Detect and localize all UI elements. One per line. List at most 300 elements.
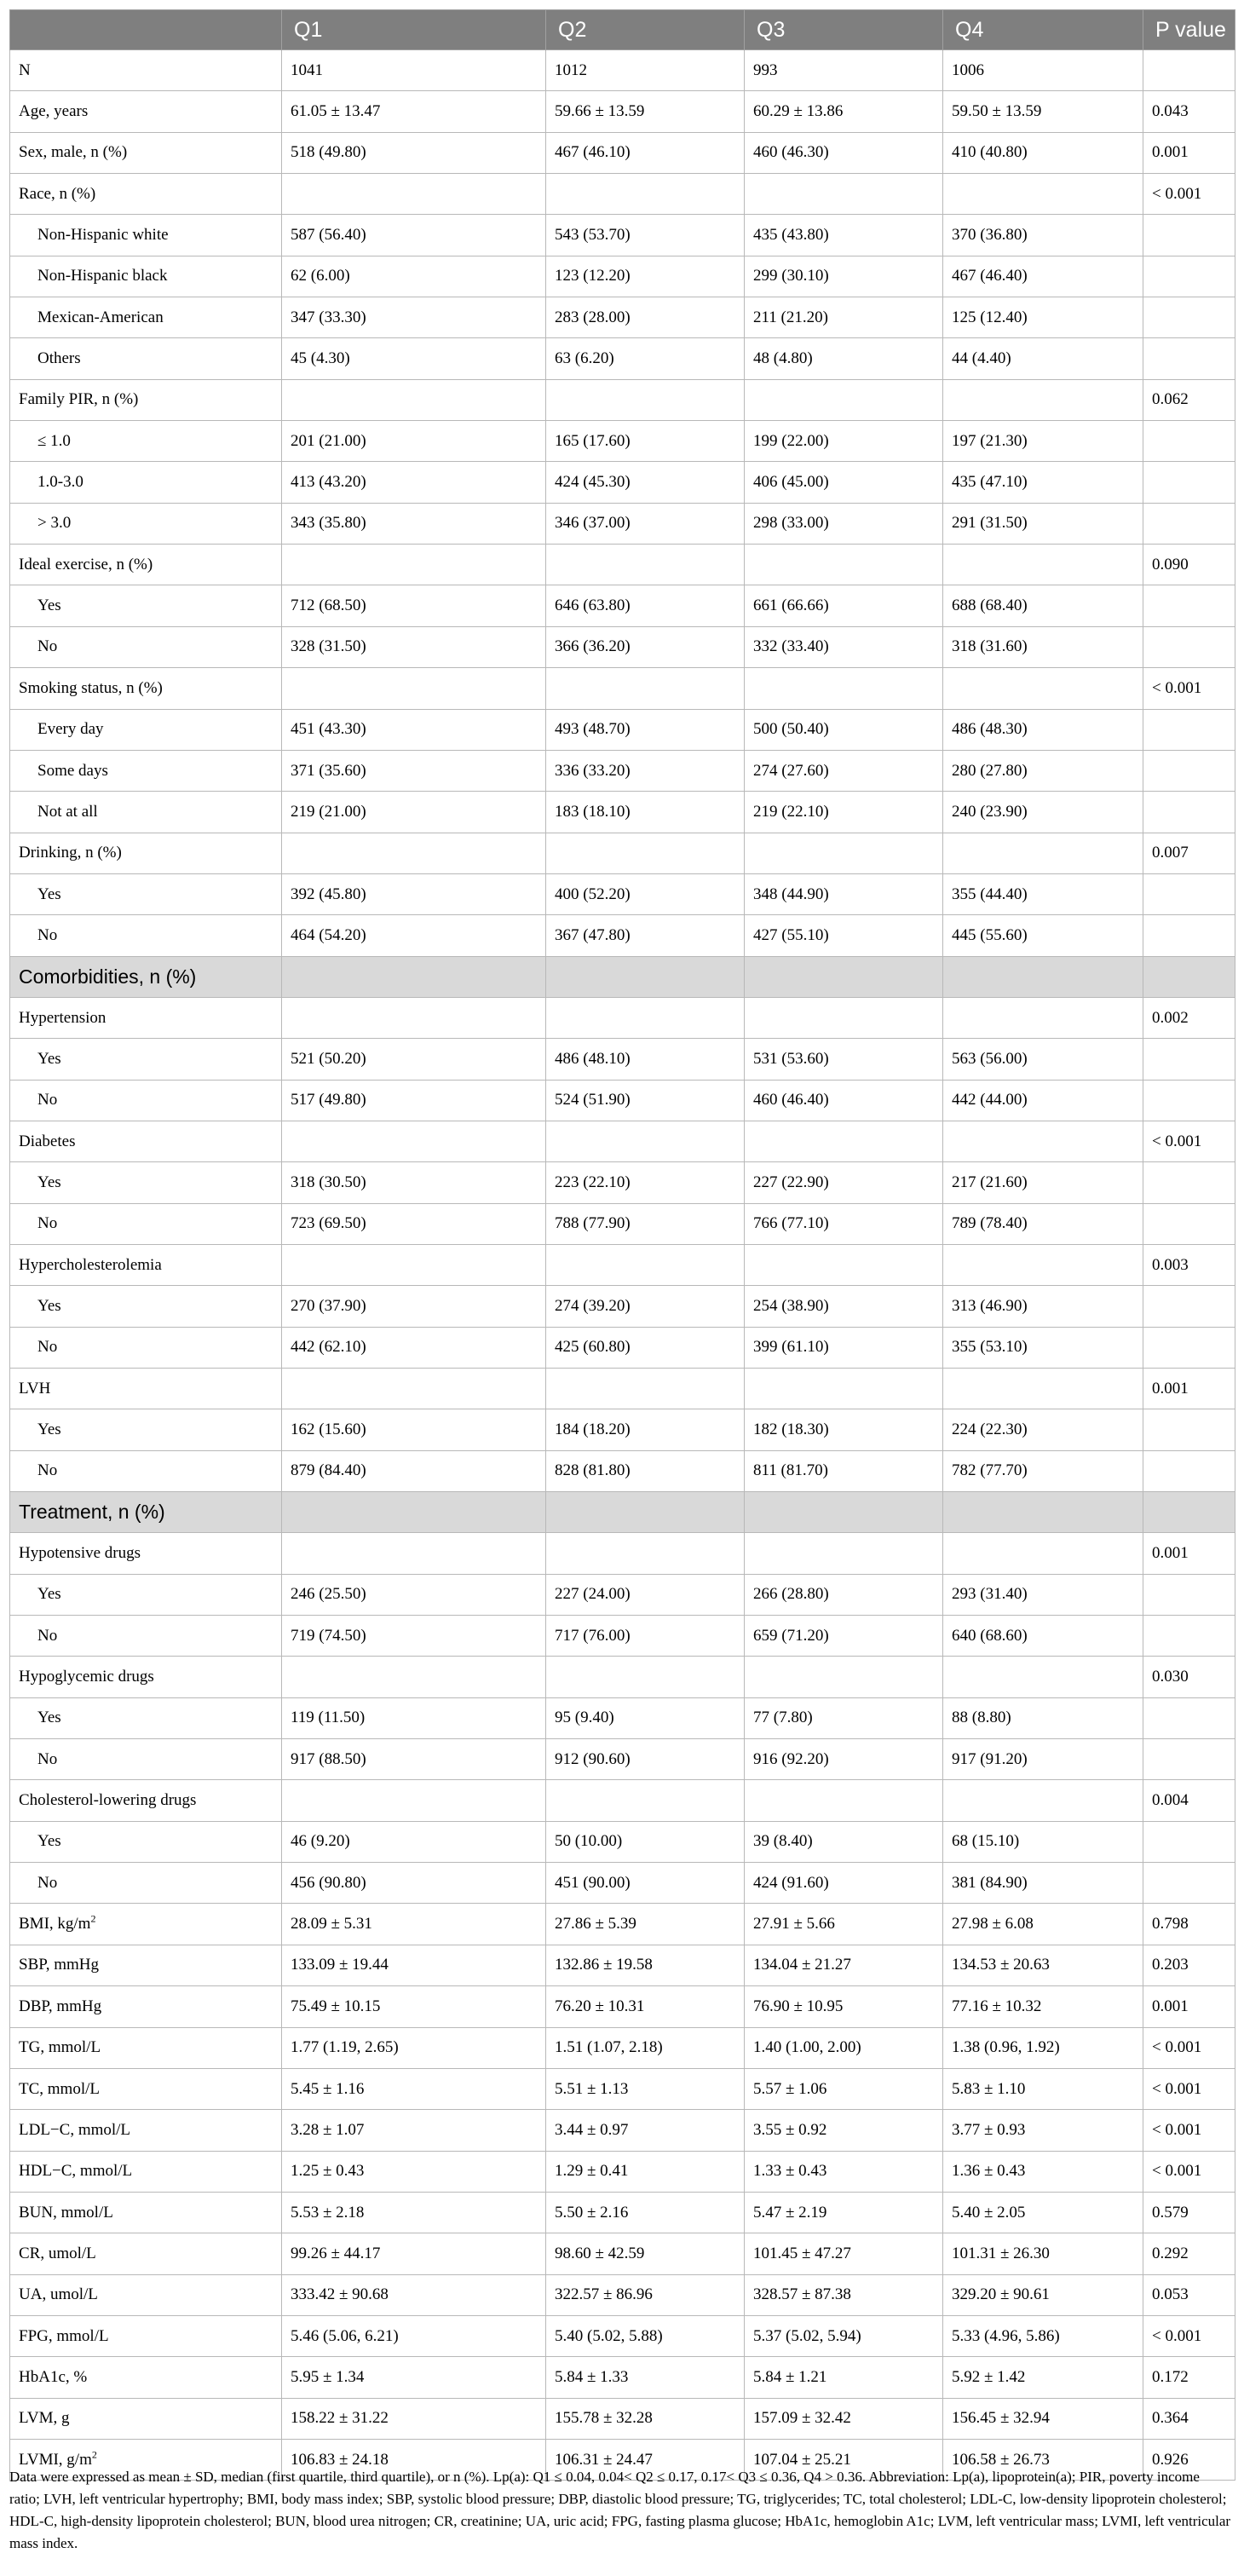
cell-q1: 879 (84.40)	[282, 1450, 546, 1491]
row-label: Hypertension	[19, 1008, 107, 1027]
table-row	[10, 833, 1235, 873]
cell-q3: 811 (81.70)	[745, 1450, 943, 1491]
cell-q1: 587 (56.40)	[282, 215, 546, 256]
table-row	[10, 91, 1235, 132]
cell-q3	[745, 997, 943, 1038]
cell-q3: 916 (92.20)	[745, 1739, 943, 1780]
cell-q2: 646 (63.80)	[546, 585, 745, 626]
cell-q2: 367 (47.80)	[546, 915, 745, 956]
cell-p-value: 0.001	[1143, 1986, 1235, 2027]
row-label: Yes	[37, 1709, 61, 1727]
cell-q4	[943, 833, 1143, 873]
row-label-cell	[10, 750, 282, 791]
cell-q2	[546, 833, 745, 873]
cell-q4: 224 (22.30)	[943, 1409, 1143, 1450]
row-label: Yes	[37, 1173, 61, 1191]
row-label: Diabetes	[19, 1132, 76, 1150]
cell-q3	[745, 379, 943, 420]
cell-p-value: < 0.001	[1143, 2027, 1235, 2068]
row-label-cell	[10, 1863, 282, 1904]
row-label: HDL−C, mmol/L	[19, 2162, 133, 2181]
row-label-cell	[10, 1409, 282, 1450]
row-label-cell	[10, 1203, 282, 1244]
cell-q4: 355 (53.10)	[943, 1327, 1143, 1368]
row-label-cell	[10, 997, 282, 1038]
cell-q2	[546, 1244, 745, 1285]
table-row	[10, 792, 1235, 833]
cell-p-value	[1143, 1203, 1235, 1244]
cell-q4	[943, 1657, 1143, 1697]
cell-q1	[282, 1657, 546, 1697]
cell-p-value: 0.062	[1143, 379, 1235, 420]
cell-q4: 240 (23.90)	[943, 792, 1143, 833]
table-row	[10, 873, 1235, 914]
cell-q1	[282, 668, 546, 709]
row-label-cell	[10, 379, 282, 420]
cell-q1: 456 (90.80)	[282, 1863, 546, 1904]
cell-q4	[943, 1369, 1143, 1409]
cell-q2: 543 (53.70)	[546, 215, 745, 256]
table-row	[10, 1821, 1235, 1862]
cell-q2: 283 (28.00)	[546, 297, 745, 338]
cell-q4: 486 (48.30)	[943, 709, 1143, 750]
cell-q2: 912 (90.60)	[546, 1739, 745, 1780]
cell-q2: 183 (18.10)	[546, 792, 745, 833]
cell-p-value	[1143, 1863, 1235, 1904]
row-label-cell	[10, 256, 282, 297]
cell-q4: 442 (44.00)	[943, 1080, 1143, 1121]
cell-q4	[943, 1780, 1143, 1821]
cell-q1: 61.05 ± 13.47	[282, 91, 546, 132]
cell-q3: 157.09 ± 32.42	[745, 2398, 943, 2439]
row-label: No	[37, 1461, 58, 1480]
row-label-cell	[10, 1821, 282, 1862]
row-label: TC, mmol/L	[19, 2079, 100, 2098]
cell-p-value: < 0.001	[1143, 668, 1235, 709]
cell-p-value	[1143, 1039, 1235, 1080]
cell-q2: 451 (90.00)	[546, 1863, 745, 1904]
table-row	[10, 1080, 1235, 1121]
cell-q2: 95 (9.40)	[546, 1697, 745, 1738]
table-row	[10, 1162, 1235, 1203]
row-label-cell	[10, 50, 282, 91]
cell-q2: 184 (18.20)	[546, 1409, 745, 1450]
table-row	[10, 215, 1235, 256]
row-label: N	[19, 61, 31, 79]
cell-q4: 318 (31.60)	[943, 626, 1143, 667]
row-label: Yes	[37, 885, 61, 903]
cell-q3: 107.04 ± 25.21	[745, 2439, 943, 2480]
row-label: Ideal exercise, n (%)	[19, 555, 153, 573]
row-label: LDL−C, mmol/L	[19, 2120, 131, 2139]
cell-p-value: 0.053	[1143, 2274, 1235, 2315]
row-label-cell	[10, 956, 282, 997]
row-label: Cholesterol-lowering drugs	[19, 1791, 197, 1810]
cell-q3: 5.47 ± 2.19	[745, 2192, 943, 2233]
table-row	[10, 915, 1235, 956]
cell-q1: 219 (21.00)	[282, 792, 546, 833]
cell-q2: 59.66 ± 13.59	[546, 91, 745, 132]
row-label: Smoking status, n (%)	[19, 678, 163, 697]
header-cell-q4: Q4	[943, 10, 1143, 50]
cell-q1	[282, 1533, 546, 1574]
cell-q1: 712 (68.50)	[282, 585, 546, 626]
cell-q2: 5.84 ± 1.33	[546, 2357, 745, 2398]
table-row	[10, 2315, 1235, 2356]
cell-q3	[745, 1369, 943, 1409]
cell-q2: 788 (77.90)	[546, 1203, 745, 1244]
cell-q2: 27.86 ± 5.39	[546, 1904, 745, 1945]
cell-q1: 392 (45.80)	[282, 873, 546, 914]
cell-q1: 343 (35.80)	[282, 503, 546, 544]
cell-q3: 766 (77.10)	[745, 1203, 943, 1244]
row-label-cell	[10, 91, 282, 132]
cell-q1: 719 (74.50)	[282, 1616, 546, 1657]
cell-p-value	[1143, 915, 1235, 956]
cell-p-value	[1143, 1697, 1235, 1738]
cell-q3: 27.91 ± 5.66	[745, 1904, 943, 1945]
row-label: LVMI, g/m	[19, 2450, 92, 2469]
cell-q1: 3.28 ± 1.07	[282, 2110, 546, 2151]
cell-q4: 5.40 ± 2.05	[943, 2192, 1143, 2233]
row-label-cell	[10, 915, 282, 956]
row-label: Every day	[37, 720, 104, 739]
table-row	[10, 1574, 1235, 1615]
row-label-cell	[10, 1986, 282, 2027]
row-label-cell	[10, 215, 282, 256]
cell-q1: 62 (6.00)	[282, 256, 546, 297]
cell-q1: 328 (31.50)	[282, 626, 546, 667]
cell-p-value	[1143, 1616, 1235, 1657]
cell-q4: 381 (84.90)	[943, 1863, 1143, 1904]
cell-q4: 217 (21.60)	[943, 1162, 1143, 1203]
row-label: No	[37, 1091, 58, 1109]
cell-q4	[943, 1121, 1143, 1161]
row-label-cell	[10, 1657, 282, 1697]
cell-q2	[546, 668, 745, 709]
table-row	[10, 462, 1235, 503]
cell-q1: 1.25 ± 0.43	[282, 2151, 546, 2192]
row-label: Drinking, n (%)	[19, 844, 122, 862]
cell-q3: 332 (33.40)	[745, 626, 943, 667]
table-row	[10, 1286, 1235, 1327]
cell-q2: 828 (81.80)	[546, 1450, 745, 1491]
cell-q2: 165 (17.60)	[546, 421, 745, 462]
cell-q4: 125 (12.40)	[943, 297, 1143, 338]
cell-q2: 5.40 (5.02, 5.88)	[546, 2315, 745, 2356]
cell-q3: 424 (91.60)	[745, 1863, 943, 1904]
row-label: DBP, mmHg	[19, 1997, 102, 2015]
cell-q1: 46 (9.20)	[282, 1821, 546, 1862]
row-label: No	[37, 1338, 58, 1357]
cell-q4: 5.92 ± 1.42	[943, 2357, 1143, 2398]
cell-q2	[546, 1780, 745, 1821]
cell-q3: 298 (33.00)	[745, 503, 943, 544]
table-row	[10, 1121, 1235, 1161]
row-label-cell	[10, 545, 282, 585]
cell-q1: 333.42 ± 90.68	[282, 2274, 546, 2315]
cell-q2: 486 (48.10)	[546, 1039, 745, 1080]
cell-q1: 347 (33.30)	[282, 297, 546, 338]
table-row	[10, 1409, 1235, 1450]
cell-q3: 435 (43.80)	[745, 215, 943, 256]
row-label-cell	[10, 2068, 282, 2109]
row-label: LVH	[19, 1379, 51, 1397]
cell-q2: 1.29 ± 0.41	[546, 2151, 745, 2192]
table-row	[10, 1533, 1235, 1574]
cell-p-value: 0.004	[1143, 1780, 1235, 1821]
cell-q2: 400 (52.20)	[546, 873, 745, 914]
cell-q2: 424 (45.30)	[546, 462, 745, 503]
cell-p-value	[1143, 462, 1235, 503]
row-label: Mexican-American	[37, 308, 164, 326]
cell-q1: 246 (25.50)	[282, 1574, 546, 1615]
cell-q4: 291 (31.50)	[943, 503, 1143, 544]
cell-p-value	[1143, 956, 1235, 997]
cell-q3: 48 (4.80)	[745, 338, 943, 379]
cell-q4: 27.98 ± 6.08	[943, 1904, 1143, 1945]
row-label: Non-Hispanic white	[37, 226, 169, 245]
header-cell-q2: Q2	[546, 10, 745, 50]
cell-q2: 63 (6.20)	[546, 338, 745, 379]
row-label-cell	[10, 2110, 282, 2151]
cell-q1	[282, 956, 546, 997]
cell-q1: 162 (15.60)	[282, 1409, 546, 1450]
cell-q2: 50 (10.00)	[546, 1821, 745, 1862]
cell-q4: 640 (68.60)	[943, 1616, 1143, 1657]
cell-q2: 274 (39.20)	[546, 1286, 745, 1327]
cell-q3: 274 (27.60)	[745, 750, 943, 791]
cell-q1: 5.53 ± 2.18	[282, 2192, 546, 2233]
table-row	[10, 1945, 1235, 1985]
cell-q3: 3.55 ± 0.92	[745, 2110, 943, 2151]
cell-q1	[282, 174, 546, 215]
cell-q3: 500 (50.40)	[745, 709, 943, 750]
cell-p-value: 0.007	[1143, 833, 1235, 873]
cell-q1: 75.49 ± 10.15	[282, 1986, 546, 2027]
row-label-cell	[10, 1162, 282, 1203]
cell-q2: 425 (60.80)	[546, 1327, 745, 1368]
cell-q3	[745, 1780, 943, 1821]
cell-q4: 44 (4.40)	[943, 338, 1143, 379]
row-label: Yes	[37, 1049, 61, 1068]
cell-q4	[943, 1533, 1143, 1574]
cell-q2: 524 (51.90)	[546, 1080, 745, 1121]
cell-q4	[943, 1492, 1143, 1533]
cell-q1	[282, 1492, 546, 1533]
cell-q4: 3.77 ± 0.93	[943, 2110, 1143, 2151]
row-label: CR, umol/L	[19, 2244, 96, 2262]
table-row	[10, 421, 1235, 462]
cell-q4: 68 (15.10)	[943, 1821, 1143, 1862]
cell-q3: 661 (66.66)	[745, 585, 943, 626]
row-label: Some days	[37, 761, 108, 780]
cell-q1	[282, 1121, 546, 1161]
section-header-row	[10, 956, 1235, 997]
cell-p-value: 0.001	[1143, 1533, 1235, 1574]
table-row	[10, 1244, 1235, 1285]
cell-q1	[282, 379, 546, 420]
row-label-cell	[10, 2151, 282, 2192]
cell-q2	[546, 1533, 745, 1574]
table-row	[10, 585, 1235, 626]
row-label: Yes	[37, 1585, 61, 1604]
cell-q1	[282, 997, 546, 1038]
table-row	[10, 1697, 1235, 1738]
table-row	[10, 1369, 1235, 1409]
cell-q2: 5.51 ± 1.13	[546, 2068, 745, 2109]
row-label-cell	[10, 709, 282, 750]
cell-q3: 460 (46.40)	[745, 1080, 943, 1121]
row-label: Hypercholesterolemia	[19, 1255, 162, 1274]
row-label: Yes	[37, 1832, 61, 1851]
table-row	[10, 1203, 1235, 1244]
cell-q2	[546, 1492, 745, 1533]
table-row	[10, 338, 1235, 379]
row-label-cell	[10, 1904, 282, 1945]
row-label: BUN, mmol/L	[19, 2203, 113, 2222]
cell-q3: 993	[745, 50, 943, 91]
row-label: Yes	[37, 1421, 61, 1439]
row-label-cell	[10, 1780, 282, 1821]
table-row	[10, 1986, 1235, 2027]
cell-q2	[546, 1657, 745, 1697]
cell-q1: 5.95 ± 1.34	[282, 2357, 546, 2398]
cell-q4: 435 (47.10)	[943, 462, 1143, 503]
cell-q3: 182 (18.30)	[745, 1409, 943, 1450]
table-row	[10, 1327, 1235, 1368]
cell-q2: 322.57 ± 86.96	[546, 2274, 745, 2315]
cell-q4: 59.50 ± 13.59	[943, 91, 1143, 132]
cell-p-value	[1143, 1492, 1235, 1533]
row-label: Race, n (%)	[19, 184, 96, 203]
table-row	[10, 256, 1235, 297]
table-row	[10, 545, 1235, 585]
table-row	[10, 2027, 1235, 2068]
row-label-cell	[10, 462, 282, 503]
cell-p-value	[1143, 873, 1235, 914]
cell-q3	[745, 174, 943, 215]
row-label-cell	[10, 792, 282, 833]
table-row	[10, 1739, 1235, 1780]
row-label-cell	[10, 421, 282, 462]
table-row	[10, 2110, 1235, 2151]
table-row	[10, 1039, 1235, 1080]
cell-p-value: 0.798	[1143, 1904, 1235, 1945]
cell-q1	[282, 1244, 546, 1285]
cell-q1: 723 (69.50)	[282, 1203, 546, 1244]
cell-p-value: < 0.001	[1143, 2068, 1235, 2109]
row-label-cell	[10, 668, 282, 709]
row-label: No	[37, 1214, 58, 1233]
row-label: No	[37, 1873, 58, 1892]
row-label: Not at all	[37, 802, 98, 821]
cell-q1	[282, 545, 546, 585]
cell-q3: 254 (38.90)	[745, 1286, 943, 1327]
cell-p-value: < 0.001	[1143, 2151, 1235, 2192]
header-cell-q1: Q1	[282, 10, 546, 50]
cell-q2	[546, 379, 745, 420]
row-label: HbA1c, %	[19, 2367, 88, 2386]
cell-q3: 39 (8.40)	[745, 1821, 943, 1862]
cell-p-value: < 0.001	[1143, 2110, 1235, 2151]
row-label: UA, umol/L	[19, 2285, 98, 2304]
cell-q3	[745, 545, 943, 585]
cell-q4: 5.33 (4.96, 5.86)	[943, 2315, 1143, 2356]
header-cell-p-value: P value	[1143, 10, 1235, 50]
row-label: LVM, g	[19, 2409, 70, 2428]
cell-q4: 106.58 ± 26.73	[943, 2439, 1143, 2480]
table-header-row	[10, 10, 1235, 50]
cell-p-value	[1143, 421, 1235, 462]
row-label-cell	[10, 2357, 282, 2398]
cell-q1: 1.77 (1.19, 2.65)	[282, 2027, 546, 2068]
cell-q2	[546, 1121, 745, 1161]
cell-q4: 293 (31.40)	[943, 1574, 1143, 1615]
cell-q2: 3.44 ± 0.97	[546, 2110, 745, 2151]
cell-q1: 106.83 ± 24.18	[282, 2439, 546, 2480]
cell-q1: 451 (43.30)	[282, 709, 546, 750]
cell-p-value	[1143, 1409, 1235, 1450]
cell-q4: 688 (68.40)	[943, 585, 1143, 626]
cell-q4: 101.31 ± 26.30	[943, 2233, 1143, 2274]
cell-q1	[282, 1780, 546, 1821]
cell-q3: 5.57 ± 1.06	[745, 2068, 943, 2109]
row-label-cell	[10, 503, 282, 544]
cell-q4: 197 (21.30)	[943, 421, 1143, 462]
cell-q2: 132.86 ± 19.58	[546, 1945, 745, 1985]
cell-q2: 223 (22.10)	[546, 1162, 745, 1203]
row-label-cell	[10, 297, 282, 338]
cell-p-value: 0.003	[1143, 1244, 1235, 1285]
cell-q4: 1006	[943, 50, 1143, 91]
row-label-cell	[10, 1697, 282, 1738]
cell-q3: 227 (22.90)	[745, 1162, 943, 1203]
cell-q3: 5.37 (5.02, 5.94)	[745, 2315, 943, 2356]
cell-q4	[943, 545, 1143, 585]
table-row	[10, 1657, 1235, 1697]
row-label: SBP, mmHg	[19, 1956, 99, 1974]
table-row	[10, 1863, 1235, 1904]
row-label: Comorbidities, n (%)	[19, 965, 197, 988]
cell-p-value	[1143, 1286, 1235, 1327]
row-label-cell	[10, 1492, 282, 1533]
row-label-cell	[10, 2274, 282, 2315]
cell-p-value	[1143, 1574, 1235, 1615]
row-label-cell	[10, 1286, 282, 1327]
cell-q3: 659 (71.20)	[745, 1616, 943, 1657]
row-label-cell	[10, 338, 282, 379]
row-label-cell	[10, 1533, 282, 1574]
cell-q4: 5.83 ± 1.10	[943, 2068, 1143, 2109]
table-row	[10, 1616, 1235, 1657]
row-label: No	[37, 637, 58, 656]
cell-q2: 336 (33.20)	[546, 750, 745, 791]
cell-q3: 460 (46.30)	[745, 132, 943, 173]
cell-p-value: 0.001	[1143, 1369, 1235, 1409]
cell-q3	[745, 1533, 943, 1574]
cell-q2: 493 (48.70)	[546, 709, 745, 750]
cell-q1: 5.46 (5.06, 6.21)	[282, 2315, 546, 2356]
row-label: Age, years	[19, 102, 89, 121]
row-label-cell	[10, 2192, 282, 2233]
cell-q3: 1.33 ± 0.43	[745, 2151, 943, 2192]
cell-p-value	[1143, 256, 1235, 297]
row-label-cell	[10, 585, 282, 626]
cell-q4	[943, 956, 1143, 997]
cell-q2: 717 (76.00)	[546, 1616, 745, 1657]
cell-q1: 158.22 ± 31.22	[282, 2398, 546, 2439]
